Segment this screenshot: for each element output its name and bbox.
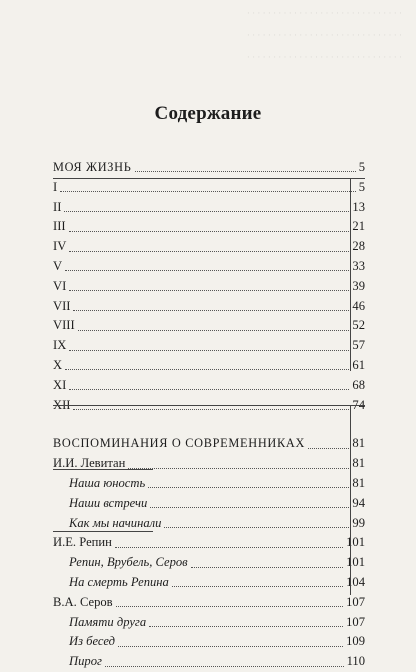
dot-leader bbox=[78, 330, 350, 331]
entry-title: XI bbox=[53, 377, 67, 392]
page-number: 52 bbox=[352, 318, 365, 333]
entry-title: Репин, Врубель, Серов bbox=[69, 555, 188, 570]
dot-leader bbox=[164, 527, 349, 528]
entry-title: X bbox=[53, 357, 63, 372]
dot-leader bbox=[308, 448, 349, 449]
dot-leader bbox=[60, 191, 356, 192]
entry-title: Как мы начинали bbox=[69, 515, 162, 530]
page-number: 81 bbox=[352, 475, 365, 490]
dot-leader bbox=[148, 487, 349, 488]
page-number: 94 bbox=[352, 495, 365, 510]
toc-subentry[interactable] bbox=[53, 494, 365, 514]
dot-leader bbox=[69, 251, 349, 252]
toc-subentry[interactable] bbox=[53, 474, 365, 494]
underline-rule bbox=[53, 531, 153, 532]
page-number: 61 bbox=[352, 357, 365, 372]
entry-title: И.И. Левитан bbox=[53, 456, 126, 471]
entry-title: I bbox=[53, 179, 58, 194]
bleed-through: · · · · · · · · · · · · · · · · · · · · · · · · · · · · · · bbox=[246, 8, 402, 18]
entry-title: IX bbox=[53, 338, 67, 353]
page-number: 107 bbox=[346, 594, 365, 609]
entry-title: Памяти друга bbox=[69, 614, 147, 629]
underline-rule bbox=[53, 469, 153, 470]
toc-chapter-entry[interactable] bbox=[53, 198, 365, 218]
entry-title: На смерть Репина bbox=[69, 574, 169, 589]
underline-rule bbox=[53, 178, 365, 179]
page-number: 81 bbox=[352, 436, 365, 451]
dot-leader bbox=[128, 468, 349, 469]
entry-title: Наши встречи bbox=[69, 495, 148, 510]
page-number: 81 bbox=[352, 456, 365, 471]
dot-leader bbox=[149, 626, 343, 627]
toc-subentry[interactable] bbox=[53, 573, 365, 593]
dot-leader bbox=[150, 507, 349, 508]
toc-chapter-entry[interactable] bbox=[53, 336, 365, 356]
entry-title: XII bbox=[53, 397, 71, 412]
table-of-contents bbox=[53, 158, 365, 672]
dot-leader bbox=[65, 369, 349, 370]
dot-leader bbox=[69, 389, 349, 390]
column-rule bbox=[350, 405, 351, 595]
page-number: 21 bbox=[352, 219, 365, 234]
dot-leader bbox=[69, 350, 349, 351]
section-gap bbox=[53, 415, 365, 434]
entry-title: В.А. Серов bbox=[53, 594, 113, 609]
toc-part-1 bbox=[53, 158, 365, 415]
entry-title: И.Е. Репин bbox=[53, 535, 112, 550]
dot-leader bbox=[115, 547, 343, 548]
toc-entry[interactable] bbox=[53, 593, 365, 613]
toc-section-heading[interactable] bbox=[53, 434, 365, 454]
entry-title: VI bbox=[53, 278, 67, 293]
dot-leader bbox=[172, 586, 343, 587]
page-number: 107 bbox=[346, 614, 365, 629]
page-number: 28 bbox=[352, 239, 365, 254]
toc-subentry[interactable] bbox=[53, 553, 365, 573]
page-number: 46 bbox=[352, 298, 365, 313]
dot-leader bbox=[69, 231, 350, 232]
entry-title: ВОСПОМИНАНИЯ О СОВРЕМЕННИКАХ bbox=[53, 436, 306, 451]
page-number: 13 bbox=[352, 199, 365, 214]
toc-chapter-entry[interactable] bbox=[53, 217, 365, 237]
dot-leader bbox=[118, 646, 343, 647]
dot-leader bbox=[116, 606, 343, 607]
entry-title: VIII bbox=[53, 318, 75, 333]
page-number: 39 bbox=[352, 278, 365, 293]
toc-chapter-entry[interactable] bbox=[53, 257, 365, 277]
page-number: 109 bbox=[346, 634, 365, 649]
toc-chapter-entry[interactable] bbox=[53, 178, 365, 198]
entry-title: VII bbox=[53, 298, 71, 313]
page-number: 5 bbox=[358, 179, 365, 194]
page-number: 33 bbox=[352, 258, 365, 273]
toc-chapter-entry[interactable] bbox=[53, 316, 365, 336]
dot-leader bbox=[135, 171, 356, 172]
page-number: 5 bbox=[358, 160, 365, 174]
page-number: 57 bbox=[352, 338, 365, 353]
page-number: 68 bbox=[352, 377, 365, 392]
page-number: 74 bbox=[352, 397, 365, 412]
page-number: 99 bbox=[352, 515, 365, 530]
toc-chapter-entry[interactable] bbox=[53, 356, 365, 376]
dot-leader bbox=[69, 290, 349, 291]
entry-title: МОЯ ЖИЗНЬ bbox=[53, 160, 132, 174]
toc-chapter-entry[interactable] bbox=[53, 376, 365, 396]
toc-subentry[interactable] bbox=[53, 632, 365, 652]
underline-rule bbox=[53, 405, 365, 406]
dot-leader bbox=[105, 666, 344, 667]
entry-title: Пирог bbox=[69, 654, 102, 669]
toc-subentry[interactable] bbox=[53, 613, 365, 633]
entry-title: III bbox=[53, 219, 66, 234]
dot-leader bbox=[191, 567, 343, 568]
entry-title: IV bbox=[53, 239, 67, 254]
page-number: 104 bbox=[346, 574, 365, 589]
entry-title: Наша юность bbox=[69, 475, 146, 490]
toc-entry[interactable] bbox=[53, 454, 365, 474]
page-number: 101 bbox=[346, 535, 365, 550]
entry-title: V bbox=[53, 258, 63, 273]
toc-entry[interactable] bbox=[53, 533, 365, 553]
dot-leader bbox=[64, 211, 349, 212]
page-number: 110 bbox=[346, 654, 365, 669]
entry-title: II bbox=[53, 199, 62, 214]
page-number: 101 bbox=[346, 555, 365, 570]
entry-title: Из бесед bbox=[69, 634, 115, 649]
bleed-through: · · · · · · · · · · · · · · · · · · · · · · · · · · · · · · bbox=[246, 52, 402, 62]
toc-subentry[interactable] bbox=[53, 652, 365, 672]
toc-chapter-entry[interactable] bbox=[53, 277, 365, 297]
dot-leader bbox=[73, 310, 349, 311]
dot-leader bbox=[73, 409, 349, 410]
toc-chapter-entry[interactable] bbox=[53, 237, 365, 257]
toc-chapter-entry[interactable] bbox=[53, 297, 365, 317]
bleed-through: · · · · · · · · · · · · · · · · · · · · · · · · · · · · · · bbox=[246, 30, 402, 40]
dot-leader bbox=[65, 270, 349, 271]
page-title: Содержание bbox=[154, 103, 262, 124]
column-rule bbox=[350, 178, 351, 371]
toc-section-heading[interactable] bbox=[53, 158, 365, 178]
